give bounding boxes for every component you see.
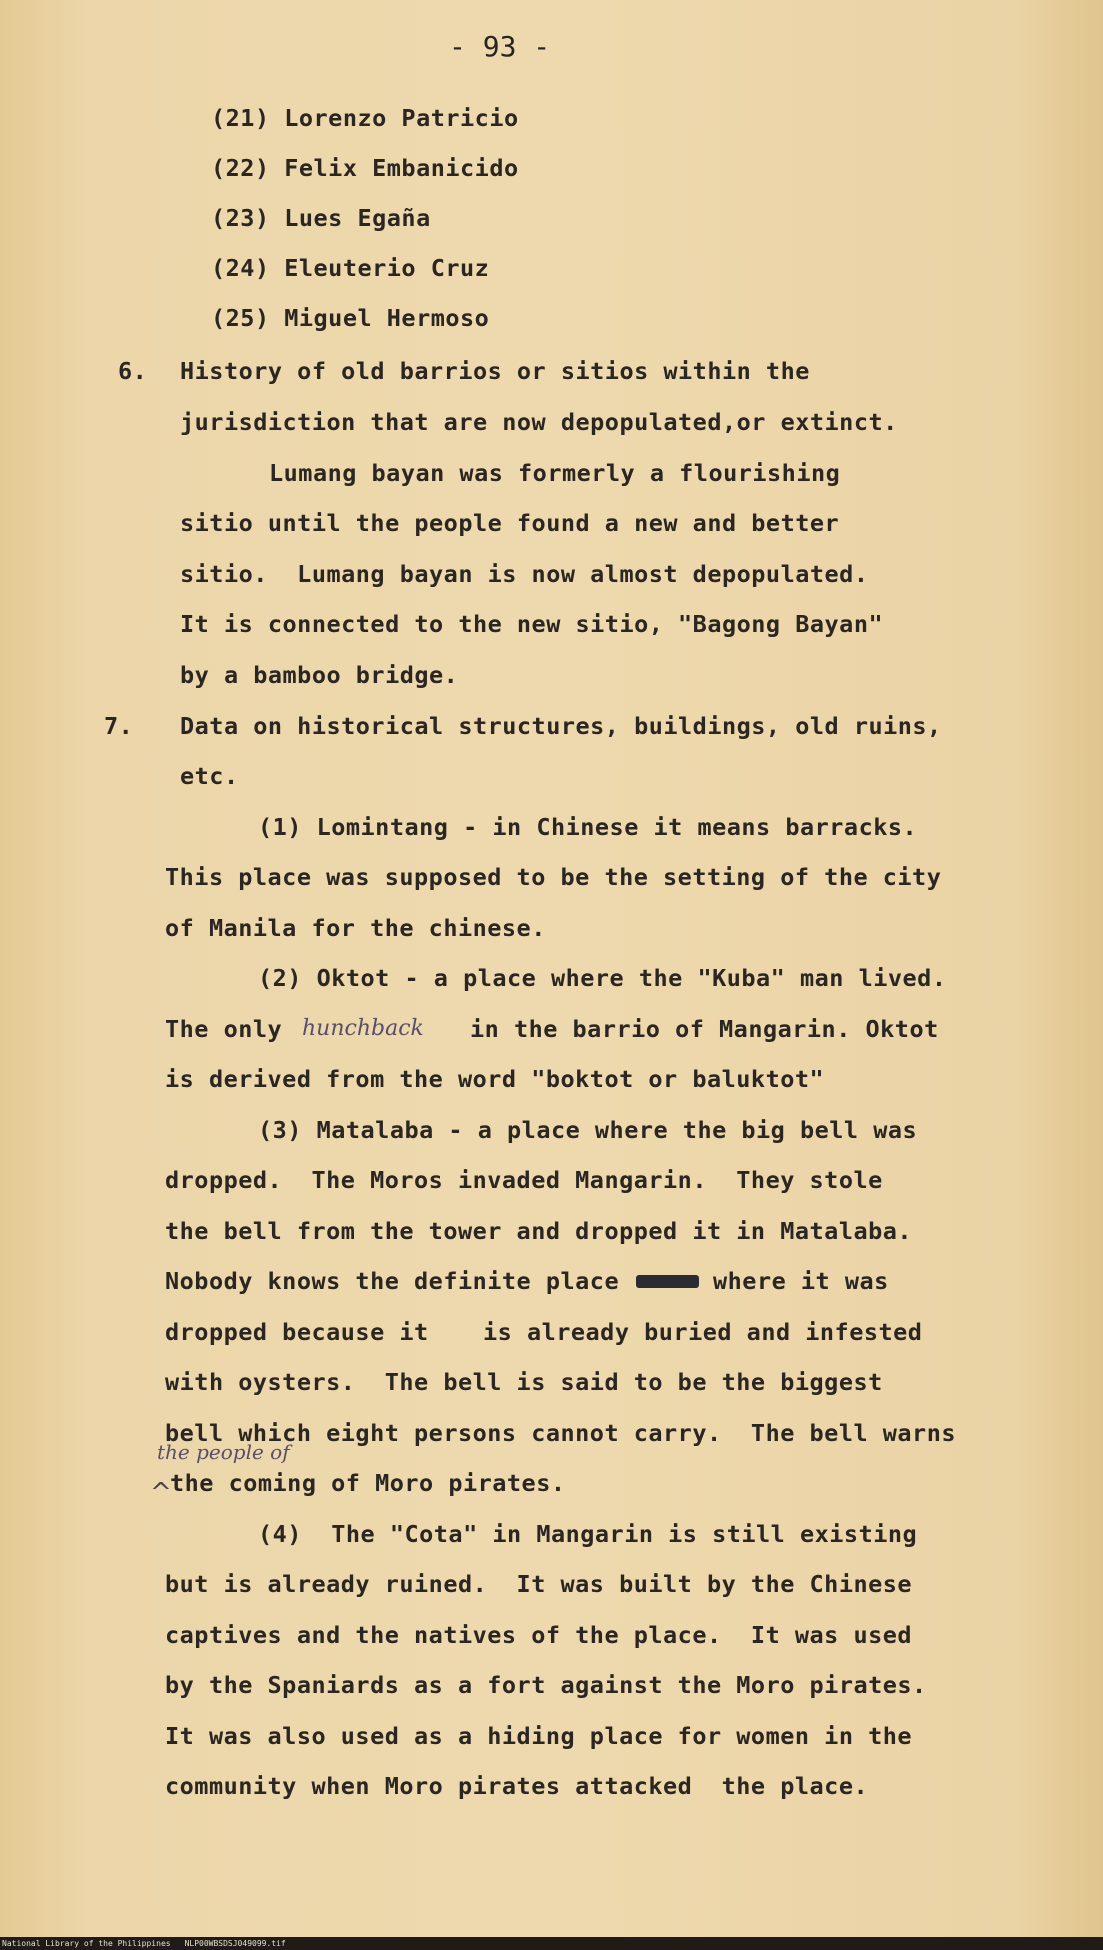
p4-line3: captives and the natives of the place. It was used xyxy=(165,1621,913,1649)
scan-footer xyxy=(0,1937,1103,1950)
p1-line2: This place was supposed to be the setting of the city xyxy=(165,863,942,891)
p3-line8: the coming of Moro pirates. xyxy=(170,1469,566,1497)
footer-file: NLP00WBSDSJ049099.tif xyxy=(184,1939,286,1948)
p4-line6: community when Moro pirates attacked the place. xyxy=(165,1772,869,1800)
p3-line4-start: Nobody knows the definite place xyxy=(165,1267,620,1295)
p2-line2-end: in the barrio of Mangarin. Oktot xyxy=(470,1015,939,1043)
item6-heading-line1: History of old barrios or sitios within the xyxy=(180,357,810,385)
p1-line1: (1) Lomintang - in Chinese it means barracks. xyxy=(258,813,918,841)
handwritten-insert: the people of xyxy=(157,1440,290,1464)
p1-line3: of Manila for the chinese. xyxy=(165,914,546,942)
item6-body-line4: It is connected to the new sitio, "Bagong Bayan" xyxy=(180,610,884,638)
p2-line3: is derived from the word "boktot or baluktot" xyxy=(165,1065,825,1093)
insertion-caret: ^ xyxy=(150,1478,172,1508)
handwritten-hunchback: hunchback xyxy=(302,1016,424,1041)
item7-heading-line1: Data on historical structures, buildings, old ruins, xyxy=(180,712,942,740)
name-item-24: (24) Eleuterio Cruz xyxy=(211,254,490,282)
p3-line2: dropped. The Moros invaded Mangarin. They stole xyxy=(165,1166,883,1194)
name-item-25: (25) Miguel Hermoso xyxy=(211,304,490,332)
item6-body-line2: sitio until the people found a new and better xyxy=(180,509,840,537)
item7-heading-line2: etc. xyxy=(180,762,239,790)
item6-heading-line2: jurisdiction that are now depopulated,or extinct. xyxy=(180,408,898,436)
p4-line1: (4) The "Cota" in Mangarin is still existing xyxy=(258,1520,918,1548)
ink-smudge xyxy=(636,1275,699,1288)
p3-line4-end: where it was xyxy=(713,1267,889,1295)
page-number: - 93 - xyxy=(449,30,551,63)
p4-line4: by the Spaniards as a fort against the Moro pirates. xyxy=(165,1671,927,1699)
p2-line1: (2) Oktot - a place where the "Kuba" man lived. xyxy=(258,964,947,992)
footer-library: National Library of the Philippines xyxy=(2,1939,171,1948)
p3-line3: the bell from the tower and dropped it in Matalaba. xyxy=(165,1217,913,1245)
p4-line5: It was also used as a hiding place for women in the xyxy=(165,1722,913,1750)
item6-number: 6. xyxy=(118,357,148,385)
p3-line7: bell which eight persons cannot carry. The bell warns xyxy=(165,1419,957,1447)
name-item-23: (23) Lues Egaña xyxy=(211,204,431,232)
p3-line5-start: dropped because it xyxy=(165,1318,429,1346)
name-item-22: (22) Felix Embanicido xyxy=(211,154,519,182)
item6-body-line1: Lumang bayan was formerly a flourishing xyxy=(269,459,841,487)
name-item-21: (21) Lorenzo Patricio xyxy=(211,104,519,132)
item7-number: 7. xyxy=(104,712,134,740)
item6-body-line5: by a bamboo bridge. xyxy=(180,661,459,689)
p3-line5-end: is already buried and infested xyxy=(483,1318,923,1346)
p2-line2-start: The only xyxy=(165,1015,283,1043)
item6-body-line3: sitio. Lumang bayan is now almost depopulated. xyxy=(180,560,869,588)
p3-line6: with oysters. The bell is said to be the biggest xyxy=(165,1368,883,1396)
p3-line1: (3) Matalaba - a place where the big bell was xyxy=(258,1116,918,1144)
p4-line2: but is already ruined. It was built by the Chinese xyxy=(165,1570,913,1598)
